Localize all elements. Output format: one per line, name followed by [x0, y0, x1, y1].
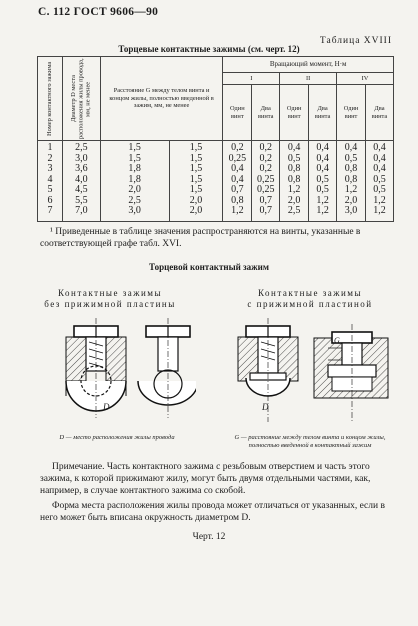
table-cell: 1,2	[231, 205, 244, 216]
col-g2-values	[169, 141, 223, 222]
table-cell: 2,0	[189, 205, 203, 216]
table-cell: 0,4	[344, 142, 358, 153]
table-cell: 1,5	[128, 142, 141, 153]
table-cell: 0,4	[373, 142, 386, 153]
table-cell: 1,2	[316, 205, 329, 216]
table-cell: 2	[47, 152, 53, 164]
header-torque: Вращающий момент, Н·м	[223, 57, 394, 73]
col-t6-values	[366, 141, 394, 222]
table-cell: 2,0	[128, 184, 141, 195]
col-g1-values	[100, 141, 169, 222]
table-cell: 0,8	[231, 194, 244, 206]
table-cell: 2,0	[287, 194, 301, 206]
table-title: Торцевые контактные зажимы (см. черт. 12)	[118, 44, 300, 54]
table-cell: 1,2	[316, 194, 329, 206]
table-cell: 0,5	[344, 152, 358, 164]
table-cell: 0,5	[316, 173, 329, 185]
table-cell: 1,5	[128, 152, 141, 164]
table-cell: 7,0	[75, 205, 88, 216]
col-t4-values	[309, 141, 337, 222]
col-t5-values	[337, 141, 366, 222]
table-cell: 0,25	[257, 173, 275, 185]
table-cell: 4,5	[75, 184, 88, 195]
header-number: Номер контактного зажима	[38, 57, 63, 141]
left-legend: D — место расположения жилы провода	[59, 434, 175, 441]
right-legend: G — расстояние между телом винта и концом жилы, полностью введенной в контактный зажим	[234, 434, 386, 449]
right-caption	[225, 288, 395, 310]
table-cell: 1,8	[128, 173, 141, 185]
table-cell: 4	[47, 173, 53, 185]
col-t2-values	[252, 141, 280, 222]
table-cell: 2,5	[128, 194, 141, 206]
torque-group-3: IV	[337, 73, 394, 85]
table-cell: 1,2	[344, 184, 358, 195]
table-number: Таблица XVIII	[319, 36, 392, 46]
sub-two-1: Два винта	[252, 85, 280, 141]
left-caption-line2: без прижимной пластины	[44, 299, 176, 309]
left-caption	[30, 288, 190, 310]
table-cell: 0,7	[231, 184, 244, 195]
sub-two-3: Два винта	[366, 85, 394, 141]
table-cell: 0,2	[259, 152, 272, 164]
table-cell: 0,4	[373, 163, 386, 174]
table-cell: 0,4	[373, 152, 386, 164]
table-cell: 1,2	[373, 194, 386, 206]
table-cell: 1,2	[287, 184, 301, 195]
table-cell: 0,7	[259, 205, 272, 216]
sub-one-1: Один винт	[223, 85, 252, 141]
note-paragraph: Примечание. Часть контактного зажима с резьбовым отверстием и часть этого зажима, к которой прижимают жилу, могут быть двумя отдельными частями, как, например, в случае контактного зажима со скобой.	[40, 462, 371, 496]
table-cell: 3,0	[75, 152, 88, 164]
col-number-values	[38, 141, 63, 222]
table-cell: 1,5	[189, 142, 203, 153]
table-cell: 1,5	[189, 184, 203, 195]
table-footnote: ¹ Приведенные в таблице значения распространяются на винты, указанные в соответствующей графе табл. XVI.	[40, 227, 361, 249]
form-paragraph: Форма места расположения жилы провода может отличаться от указанных, если в него может быть вписана окружность диаметром D.	[40, 501, 385, 523]
table-cell: 1,5	[189, 173, 203, 185]
table-cell: 0,8	[287, 173, 301, 185]
left-terminal-drawing	[56, 318, 196, 428]
table-cell: 0,2	[259, 163, 272, 174]
table-cell: 5,5	[75, 194, 88, 206]
table-cell: 1,2	[373, 205, 386, 216]
table-cell: 0,8	[344, 163, 358, 174]
right-g-label: G	[334, 336, 340, 345]
table-cell: 3,0	[344, 205, 358, 216]
table-cell: 0,5	[316, 184, 329, 195]
table-cell: 0,8	[287, 163, 301, 174]
table-cell: 5	[47, 184, 53, 195]
torque-group-1: I	[223, 73, 280, 85]
left-d-label: D	[103, 402, 110, 412]
torque-group-2: II	[280, 73, 337, 85]
table-cell: 0,5	[287, 152, 301, 164]
left-caption-line1: Контактные зажимы	[57, 288, 163, 298]
table-cell: 1	[47, 142, 53, 153]
table-cell: 0,5	[373, 173, 386, 185]
header-distance: Расстояние G между телом винта и концом жилы, полностью введенной в зажим, мм, не менее	[100, 57, 223, 141]
col-diameter-values	[62, 141, 100, 222]
right-caption-line2: с прижимной пластиной	[247, 299, 373, 309]
table-cell: 6	[47, 194, 53, 206]
col-t1-values	[223, 141, 252, 222]
table-cell: 3,0	[128, 205, 141, 216]
table-cell: 3,6	[75, 163, 88, 174]
table-cell: 0,4	[287, 142, 301, 153]
table-cell: 1,5	[189, 152, 203, 164]
table-cell: 3	[47, 163, 53, 174]
table-cell: 0,5	[373, 184, 386, 195]
table-cell: 0,4	[316, 152, 329, 164]
right-d-label: D	[262, 402, 269, 412]
table-cell: 0,8	[344, 173, 358, 185]
left-body-hatch-l	[66, 337, 86, 381]
table-cell: 0,25	[257, 184, 275, 195]
figure-title: Торцевой контактный зажим	[148, 262, 269, 272]
table-cell: 0,25	[228, 152, 247, 164]
right-caption-line1: Контактные зажимы	[257, 288, 363, 298]
table-cell: 0,4	[231, 163, 244, 174]
table-cell: 2,0	[189, 194, 203, 206]
table-cell: 2,0	[344, 194, 358, 206]
table-cell: 7	[47, 205, 53, 216]
table-cell: 0,4	[316, 163, 329, 174]
header-diameter: Диаметр D места расположения жилы провода, мм, не менее	[62, 57, 100, 141]
sub-one-2: Один винт	[280, 85, 309, 141]
drawing-label: Черт. 12	[192, 532, 226, 542]
sub-one-3: Один винт	[337, 85, 366, 141]
col-t3-values	[280, 141, 309, 222]
table-cell: 1,8	[128, 163, 141, 174]
sub-two-2: Два винта	[309, 85, 337, 141]
table-cell: 0,2	[259, 142, 272, 153]
table-cell: 4,0	[75, 173, 88, 185]
table-cell: 1,5	[189, 163, 203, 174]
terminal-table	[37, 56, 394, 222]
table-cell: 2,5	[75, 142, 88, 153]
page-header: С. 112 ГОСТ 9606—90	[38, 6, 159, 18]
table-data	[38, 141, 394, 222]
table-cell: 0,2	[231, 142, 244, 153]
right-terminal-drawing	[232, 318, 390, 428]
table-cell: 0,4	[231, 173, 244, 185]
table-cell: 0,4	[316, 142, 329, 153]
table-cell: 0,7	[259, 194, 272, 206]
table-cell: 2,5	[287, 205, 301, 216]
